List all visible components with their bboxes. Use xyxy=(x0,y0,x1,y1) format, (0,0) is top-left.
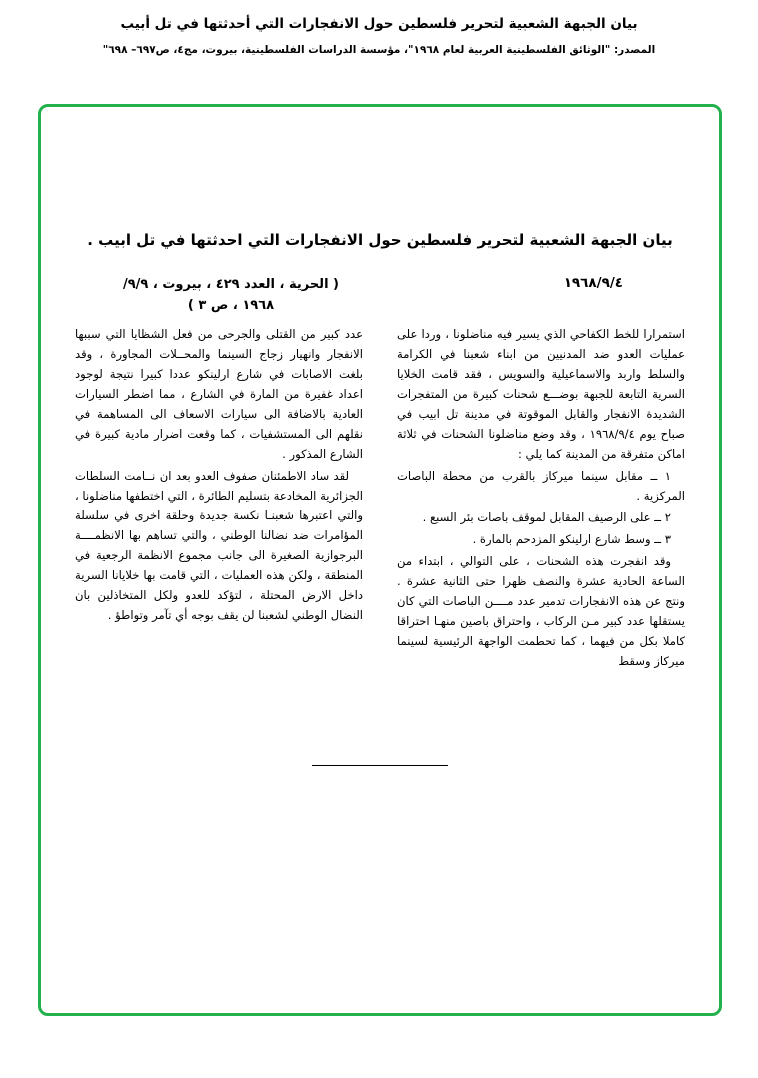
paragraph: ١ ــ مقابل سينما ميركاز بالقرب من محطة الباصات المركزية . xyxy=(397,468,685,503)
paragraph: عدد كبير من القتلى والجرحى من فعل الشظايا التي سببها الانفجار وانهيار زجاج السينما والمحــلات المجاورة ، وقد بلغت الاصابات في شارع ارلينكو عددا كبيرا نتيجة لوجود اعداد غفيرة من المارة في الشارع ، مما اضطر السيارات العادية بالاضافة الى سيارات الاسعاف الى المساهمة في نقلهم الى المستشفيات ، كما وقعت اضرار مادية كبيرة في الشارع المذكور . xyxy=(75,327,363,461)
document-header xyxy=(0,0,758,59)
article-meta xyxy=(75,275,685,317)
document-frame xyxy=(38,104,722,1016)
body-columns xyxy=(75,325,685,672)
paragraph: ٢ ــ على الرصيف المقابل لموقف باصات بئر السبع . xyxy=(422,510,671,525)
section-divider xyxy=(41,765,719,766)
document-body xyxy=(41,107,719,1013)
paragraph: ٣ ــ وسط شارع ارلينكو المزدحم بالمارة . xyxy=(472,532,671,547)
source-citation: المصدر: "الوثائق الفلسطينية العربية لعام ١٩٦٨"، مؤسسة الدراسات الفلسطينية، بيروت، مج٤، ص٦٩٧– ٦٩٨" xyxy=(102,44,656,57)
citation-line-1: ( الحرية ، العدد ٤٢٩ ، بيروت ، ٩/٩/ xyxy=(123,277,339,292)
citation-line-2: ١٩٦٨ ، ص ٣ ) xyxy=(187,297,275,313)
paragraph: لقد ساد الاطمئنان صفوف العدو بعد ان نــامت السلطات الجزائرية المخادعة بتسليم الطائرة ، التي اختطفها مناضلونا ، والتي اعتبرها شعبنـا نكسة جديدة وحلقة اخرى في سلسلة المؤامرات ضد نضالنا الوطني ، والتي تساهم بها الانظمــــة البرجوازية الصغيرة الى جانب مجموع الانظمة الرجعية في المنطقة ، ولكن هذه العمليات ، التي قامت بها خلايانا السرية داخل الارض المحتلة ، لتؤكد للعدو ولكل المتخاذلين بان النضال الوطني لشعبنا لن يقف بوجه أي تآمر وتواطؤ . xyxy=(75,468,363,623)
article-citation xyxy=(75,275,339,317)
divider-line xyxy=(312,765,448,766)
page-title: بيان الجبهة الشعبية لتحرير فلسطين حول الانفجارات التي أحدثتها في تل أبيب xyxy=(120,16,638,32)
paragraph: وقد انفجرت هذه الشحنات ، على التوالي ، ابتداء من الساعة الحادية عشرة والنصف ظهرا حتى الثانية عشرة . ونتج عن هذه الانفجارات تدمير عدد مــــن الباصات التي كان يستقلها عدد كبير مـن الركاب ، واحتراق باصين منهـا احتراقا كاملا بكل من فيهما ، كما تحطمت الواجهة الرئيسية لسينما ميركاز وسقط xyxy=(397,554,685,668)
column-right xyxy=(397,325,685,672)
article-date: ١٩٦٨/٩/٤ xyxy=(563,275,623,291)
paragraph: استمرارا للخط الكفاحي الذي يسير فيه مناضلونا ، وردا على عمليات العدو ضد المدنيين من ابناء شعبنا في الكرامة والسلط واربد والاسماعيلية والسويس ، فقد قامت الخلايا السرية التابعة للجبهة بوضـــع شحنات كبيرة من المتفجرات الشديدة الانفجار والقابل الموقوتة في مدينة تل ابيب في صباح يوم ١٩٦٨/٩/٤ ، وقد وضع مناضلونا الشحنات في ثلاثة اماكن متفرقة من المدينة كما يلي : xyxy=(397,327,686,461)
article-title: بيان الجبهة الشعبية لتحرير فلسطين حول الانفجارات التي احدثتها في تل ابيب . xyxy=(87,231,673,249)
column-left xyxy=(75,325,363,672)
